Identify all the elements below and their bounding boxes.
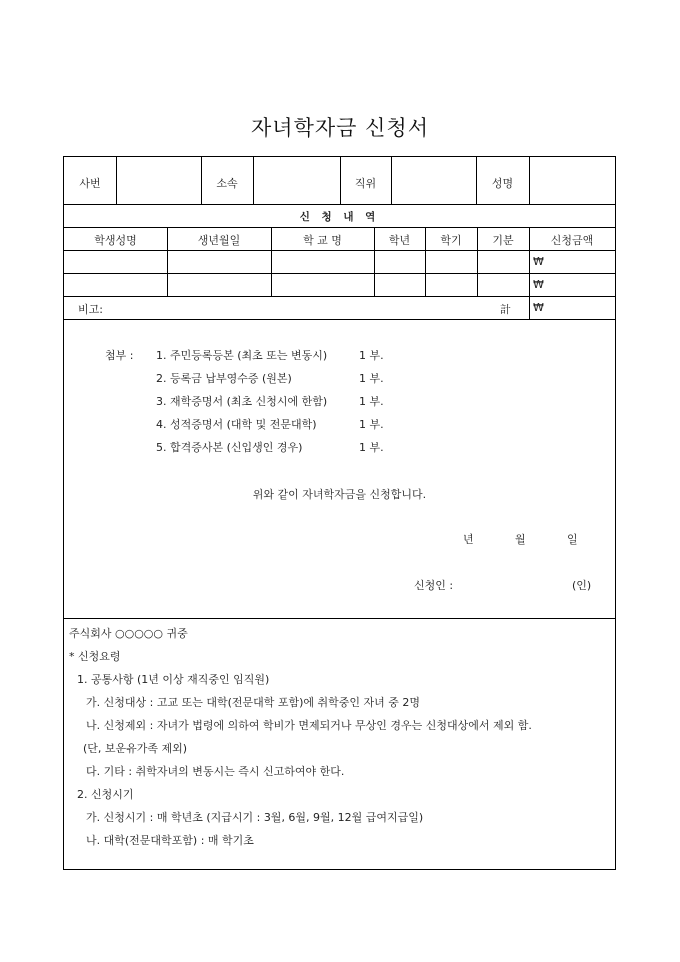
position-field[interactable] [392, 158, 475, 203]
date-day: 일 [567, 533, 578, 546]
column-header: 학 교 명 [303, 234, 342, 247]
divider [64, 319, 615, 320]
name-label: 성명 [491, 177, 514, 190]
section-title: 신 청 내 역 [299, 211, 380, 223]
divider [64, 618, 615, 619]
guidelines-heading: * 신청요령 [69, 650, 121, 663]
birthdate-cell[interactable] [168, 274, 270, 295]
category-cell[interactable] [478, 251, 528, 272]
date-year: 년 [463, 533, 474, 546]
attachment-item: 3. 재학증명서 (최초 신청시에 한함) [156, 395, 328, 408]
name-field[interactable] [530, 158, 614, 203]
guideline-line: 나. 신청제외 : 자녀가 법령에 의하여 학비가 면제되거나 무상인 경우는 신청대상에서 제외 함. [86, 719, 532, 732]
attachment-item: 2. 등록금 납부영수증 (원본) [156, 372, 292, 385]
recipient: 주식회사 ○○○○○ 귀중 [69, 627, 188, 640]
grade-cell[interactable] [375, 251, 424, 272]
grade-cell[interactable] [375, 274, 424, 295]
column-header: 학기 [440, 234, 462, 247]
divider [64, 204, 615, 205]
attachment-qty: 1 부. [359, 395, 384, 408]
column-header: 학생성명 [94, 234, 137, 247]
guideline-line: (단, 보운유가족 제외) [83, 742, 188, 755]
date-month: 월 [515, 533, 526, 546]
student-name-cell[interactable] [65, 274, 166, 295]
application-form [63, 156, 616, 870]
currency-symbol: ₩ [533, 278, 544, 291]
birthdate-cell[interactable] [168, 251, 270, 272]
application-statement: 위와 같이 자녀학자금을 신청합니다. [252, 488, 427, 501]
total-label: 計 [500, 303, 511, 316]
attachment-qty: 1 부. [359, 418, 384, 431]
remarks-label: 비고: [78, 303, 103, 316]
currency-symbol: ₩ [533, 255, 544, 268]
semester-cell[interactable] [426, 251, 476, 272]
column-header: 신청금액 [550, 234, 594, 247]
guideline-line: 나. 대학(전문대학포함) : 매 학기초 [86, 834, 254, 847]
attachment-item: 5. 합격증사본 (신입생인 경우) [156, 441, 303, 454]
guideline-line: 다. 기타 : 취학자녀의 변동시는 즉시 신고하여야 한다. [86, 765, 345, 778]
guideline-line: 2. 신청시기 [77, 788, 134, 801]
applicant-label: 신청인 : [414, 579, 454, 592]
category-cell[interactable] [478, 274, 528, 295]
column-header: 기분 [492, 234, 514, 247]
remarks-field[interactable] [109, 297, 489, 318]
seal-label: (인) [572, 579, 592, 592]
emp-no-field[interactable] [117, 158, 200, 203]
total-amount-field[interactable] [530, 297, 614, 318]
school-name-cell[interactable] [272, 274, 373, 295]
attachment-qty: 1 부. [359, 372, 384, 385]
semester-cell[interactable] [426, 274, 476, 295]
attachment-item: 4. 성적증명서 (대학 및 전문대학) [156, 418, 317, 431]
attachment-item: 1. 주민등록등본 (최초 또는 변동시) [156, 349, 328, 362]
guideline-line: 가. 신청시기 : 매 학년초 (지급시기 : 3월, 6월, 9월, 12월 급여지급일) [86, 811, 424, 824]
column-header: 학년 [388, 234, 411, 247]
student-name-cell[interactable] [65, 251, 166, 272]
dept-label: 소속 [216, 177, 238, 190]
attachment-qty: 1 부. [359, 349, 384, 362]
emp-no-label: 사번 [79, 177, 101, 190]
divider [64, 227, 615, 228]
currency-symbol: ₩ [533, 301, 544, 314]
column-header: 생년월일 [197, 234, 241, 247]
applicant-name-field[interactable] [462, 571, 562, 593]
attachment-qty: 1 부. [359, 441, 384, 454]
form-title: 자녀학자금 신청서 [251, 116, 429, 140]
attachments-label: 첨부 : [105, 349, 134, 362]
school-name-cell[interactable] [272, 251, 373, 272]
amount-cell[interactable] [530, 274, 614, 295]
position-label: 직위 [354, 177, 377, 190]
guideline-line: 1. 공통사항 (1년 이상 재직중인 임직원) [77, 673, 270, 686]
guideline-line: 가. 신청대상 : 고교 또는 대학(전문대학 포함)에 취학중인 자녀 중 2명 [86, 696, 421, 709]
amount-cell[interactable] [530, 251, 614, 272]
dept-field[interactable] [254, 158, 339, 203]
